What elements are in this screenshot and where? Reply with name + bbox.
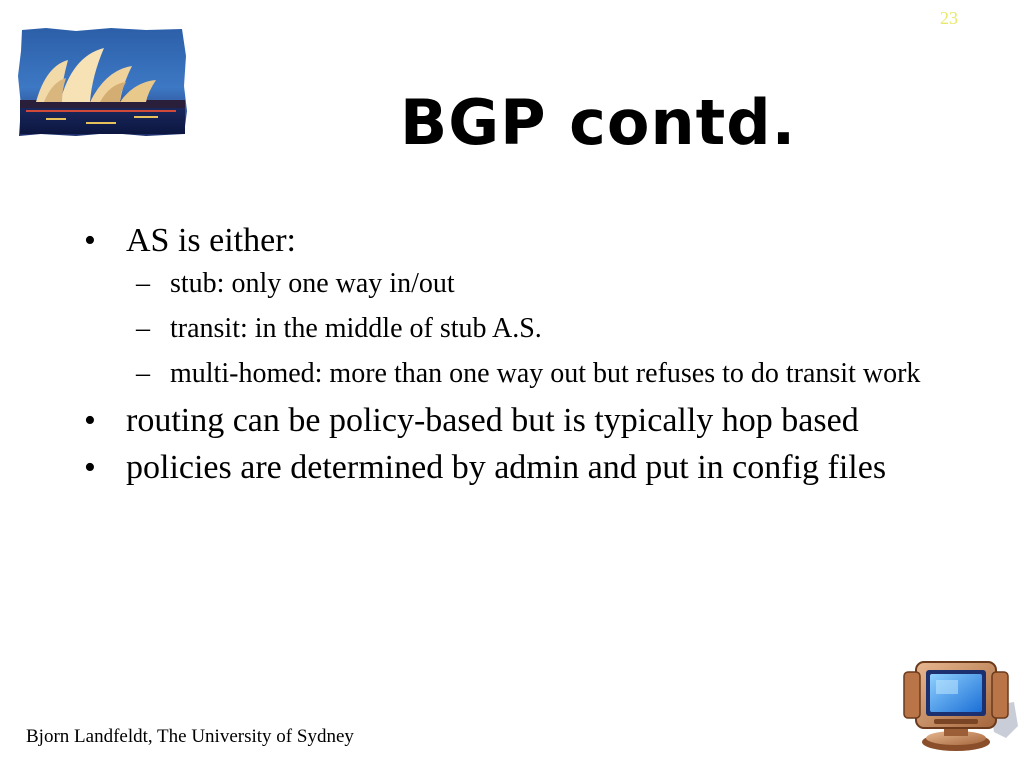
bullet-marker: • — [84, 222, 96, 259]
bullet-item — [84, 449, 964, 486]
bullet-marker: • — [84, 449, 96, 486]
slide-title: BGP contd. — [400, 86, 797, 159]
slide-number: 23 — [940, 8, 958, 28]
bullet-text: policies are determined by admin and put in config files — [126, 449, 887, 486]
bullet-item — [84, 222, 964, 259]
sub-bullet-text: stub: only one way in/out — [170, 268, 455, 299]
sub-bullet-marker: – — [136, 268, 150, 299]
sydney-opera-house-logo-icon — [16, 26, 188, 138]
bullet-text: AS is either: — [126, 222, 296, 259]
sub-bullet-text: transit: in the middle of stub A.S. — [170, 313, 542, 344]
computer-monitor-icon — [894, 656, 1020, 756]
sub-bullet-marker: – — [136, 313, 150, 344]
footer-credit: Bjorn Landfeldt, The University of Sydney — [26, 726, 354, 747]
bullet-text: routing can be policy-based but is typically hop based — [126, 402, 859, 439]
sub-bullet-item — [136, 357, 964, 391]
sub-bullet-list — [136, 267, 964, 391]
sub-bullet-text: multi-homed: more than one way out but refuses to do transit work — [170, 358, 921, 389]
sub-bullet-marker: – — [136, 358, 150, 389]
sub-bullet-item — [136, 267, 964, 301]
bullet-list — [84, 222, 964, 496]
bullet-item — [84, 402, 964, 439]
bullet-marker: • — [84, 402, 96, 439]
sub-bullet-item — [136, 312, 964, 346]
